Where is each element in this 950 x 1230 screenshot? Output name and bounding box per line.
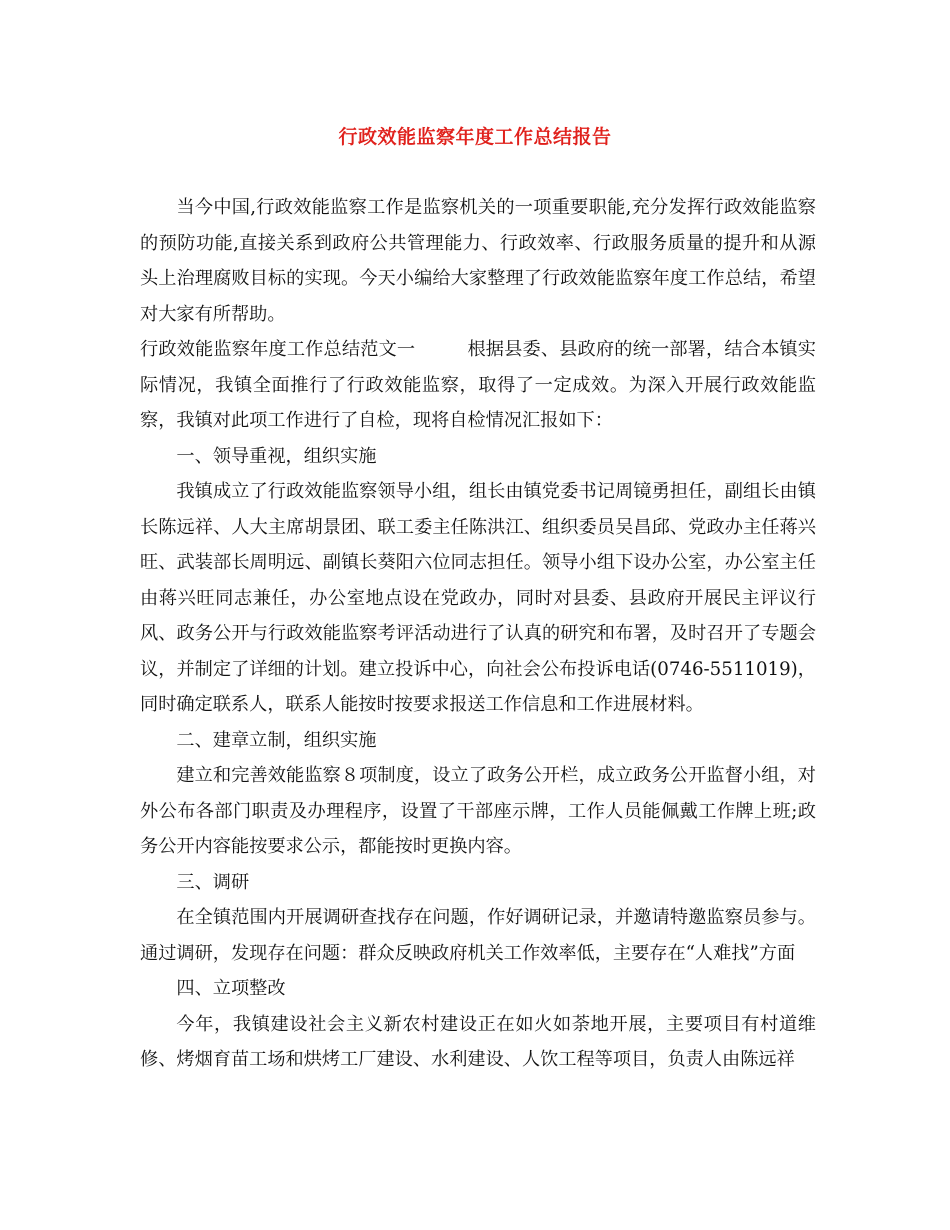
section1-body: 我镇成立了行政效能监察领导小组，组长由镇党委书记周镜勇担任，副组长由镇长陈远祥、人大主席胡景团、联工委主任陈洪江、组织委员吴昌邱、党政办主任蒋兴旺、武装部长周明远、副镇长葵阳六位同志担任。领导小组下设办公室，办公室主任由蒋兴旺同志兼任，办公室地点设在党政办，同时对县委、县政府开展民主评议行风、政务公开与行政效能监察考评活动进行了认真的研究和布署，及时召开了专题会议，并制定了详细的计划。建立投诉中心，向社会公布投诉电话(0746-5511019)，同时确定联系人，联系人能按时按要求报送工作信息和工作进展材料。 [140, 481, 816, 715]
intro-paragraph: 当今中国,行政效能监察工作是监察机关的一项重要职能,充分发挥行政效能监察的预防功能,直接关系到政府公共管理能力、行政效率、行政服务质量的提升和从源头上治理腐败目标的实现。今天小编给大家整理了行政效能监察年度工作总结，希望对大家有所帮助。 [140, 197, 816, 325]
sample-opening: 根据县委、县政府的统一部署，结合本镇实际情况，我镇全面推行了行政效能监察，取得了一定成效。为深入开展行政效能监察，我镇对此项工作进行了自检，现将自检情况汇报如下： [140, 339, 816, 431]
section1-heading: 一、领导重视，组织实施 [176, 445, 377, 467]
section3-heading: 三、调研 [176, 871, 250, 893]
section2-body: 建立和完善效能监察８项制度，设立了政务公开栏，成立政务公开监督小组，对外公布各部门职责及办理程序，设置了干部座示牌，工作人员能佩戴工作牌上班;政务公开内容能按要求公示，都能按时更换内容。 [140, 765, 816, 857]
sample-label: 行政效能监察年度工作总结范文一 [140, 339, 416, 360]
section3-body: 在全镇范围内开展调研查找存在问题，作好调研记录，并邀请特邀监察员参与。通过调研，发现存在问题：群众反映政府机关工作效率低，主要存在“人难找”方面 [140, 907, 816, 964]
document-title: 行政效能监察年度工作总结报告 [338, 126, 612, 148]
section2-heading: 二、建章立制，组织实施 [176, 729, 377, 751]
section4-body: 今年，我镇建设社会主义新农村建设正在如火如荼地开展，主要项目有村道维修、烤烟育苗工场和烘烤工厂建设、水利建设、人饮工程等项目，负责人由陈远祥 [140, 1013, 816, 1070]
section4-heading: 四、立项整改 [176, 978, 286, 999]
document-body [140, 190, 816, 1078]
sample-paragraph [140, 332, 816, 439]
